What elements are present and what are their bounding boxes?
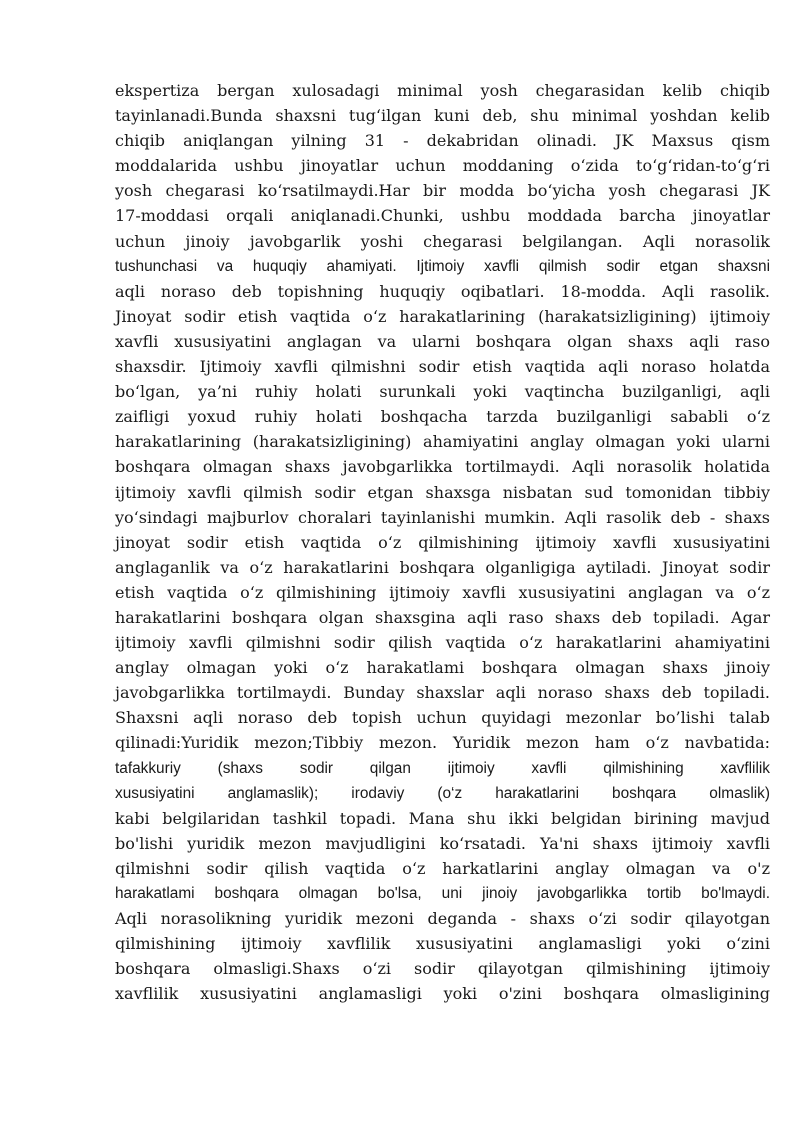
text-line: javobgarlikka tortilmaydi. Bunday shaxslar aqli noraso shaxs deb topiladi.	[115, 683, 770, 703]
text-line: bo‘lgan, ya’ni ruhiy holati surunkali yoki vaqtincha buzilganligi, aqli	[115, 382, 770, 402]
text-line: qilmishni sodir qilish vaqtida o‘z harkatlarini anglay olmagan va o'z	[115, 858, 770, 878]
text-line: anglay olmagan yoki o‘z harakatlami boshqara olmagan shaxs jinoiy	[115, 658, 770, 678]
text-line: qilmishining ijtimoiy xavflilik xususiyatini anglamasligi yoki o‘zini	[115, 934, 770, 954]
text-line: yo‘sindagi majburlov choralari tayinlanishi mumkin. Aqli rasolik deb - shaxs	[115, 507, 770, 527]
text-line: ekspertiza bergan xulosadagi minimal yosh chegarasidan kelib chiqib	[115, 81, 770, 100]
text-line: kabi belgilaridan tashkil topadi. Mana shu ikki belgidan birining mavjud	[115, 808, 770, 828]
text-line: Aqli norasolikning yuridik mezoni deganda - shaxs o‘zi sodir qilayotgan	[115, 909, 770, 929]
text-line: boshqara olmagan shaxs javobgarlikka tortilmaydi. Aqli norasolik holatida	[115, 457, 770, 477]
text-line: tushunchasi va huquqiy ahamiyati. Ijtimoiy xavfli qilmish sodir etgan shaxsni	[115, 257, 770, 275]
text-line: tayinlanadi.Bunda shaxsni tug‘ilgan kuni deb, shu minimal yoshdan kelib	[115, 106, 770, 126]
text-line: aqli noraso deb topishning huquqiy oqibatlari. 18-modda. Aqli rasolik.	[115, 281, 770, 301]
text-line: harakatlarining (harakatsizligining) ahamiyatini anglay olmagan yoki ularni	[115, 432, 770, 452]
text-line: bo'lishi yuridik mezon mavjudligini ko‘rsatadi. Ya'ni shaxs ijtimoiy xavfli	[115, 833, 770, 853]
text-line: harakatlarini boshqara olgan shaxsgina aqli raso shaxs deb topiladi. Agar	[115, 607, 770, 627]
text-line: xususiyatini anglamaslik); irodaviy (o‘z harakatlarini boshqara olmaslik)	[115, 784, 770, 802]
text-line: shaxsdir. Ijtimoiy xavfli qilmishni sodir etish vaqtida aqli noraso holatda	[115, 357, 770, 377]
text-line: anglaganlik va o‘z harakatlarini boshqara olganligiga aytiladi. Jinoyat sodir	[115, 557, 770, 577]
text-line: harakatlami boshqara olmagan bo'lsa, uni jinoiy javobgarlikka tortib bo'lmaydi.	[115, 885, 770, 902]
text-line: moddalarida ushbu jinoyatlar uchun moddaning o‘zida to‘g‘ridan-to‘g‘ri	[115, 156, 770, 176]
text-line: tafakkuriy (shaxs sodir qilgan ijtimoiy xavfli qilmishining xavflilik	[115, 759, 770, 777]
text-line: yosh chegarasi ko‘rsatilmaydi.Har bir modda bo‘yicha yosh chegarasi JK	[115, 181, 770, 201]
text-line: etish vaqtida o‘z qilmishining ijtimoiy xavfli xususiyatini anglagan va o‘z	[115, 582, 770, 602]
text-line: ijtimoiy xavfli qilmish sodir etgan shaxsga nisbatan sud tomonidan tibbiy	[115, 482, 770, 502]
text-line: 17-moddasi orqali aniqlanadi.Chunki, ushbu moddada barcha jinoyatlar	[115, 206, 770, 226]
document-body	[115, 78, 770, 1006]
text-line: chiqib aniqlangan yilning 31 - dekabridan olinadi. JK Maxsus qism	[115, 131, 770, 151]
text-line: qilinadi:Yuridik mezon;Tibbiy mezon. Yuridik mezon ham o‘z navbatida:	[115, 733, 770, 753]
text-line: jinoyat sodir etish vaqtida o‘z qilmishining ijtimoiy xavfli xususiyatini	[115, 532, 770, 552]
text-line: boshqara olmasligi.Shaxs o‘zi sodir qilayotgan qilmishining ijtimoiy	[115, 959, 770, 979]
text-line: xavfli xususiyatini anglagan va ularni boshqara olgan shaxs aqli raso	[115, 331, 770, 351]
text-line: ijtimoiy xavfli qilmishni sodir qilish vaqtida o‘z harakatlarini ahamiyatini	[115, 633, 770, 653]
text-line: Shaxsni aqli noraso deb topish uchun quyidagi mezonlar bo’lishi talab	[115, 708, 770, 728]
text-line: zaifligi yoxud ruhiy holati boshqacha tarzda buzilganligi sababli o‘z	[115, 407, 770, 427]
text-line: xavflilik xususiyatini anglamasligi yoki o'zini boshqara olmasligining	[115, 984, 770, 1004]
text-line: Jinoyat sodir etish vaqtida o‘z harakatlarining (harakatsizligining) ijtimoiy	[115, 306, 770, 326]
text-line: uchun jinoiy javobgarlik yoshi chegarasi belgilangan. Aqli norasolik	[115, 231, 770, 251]
